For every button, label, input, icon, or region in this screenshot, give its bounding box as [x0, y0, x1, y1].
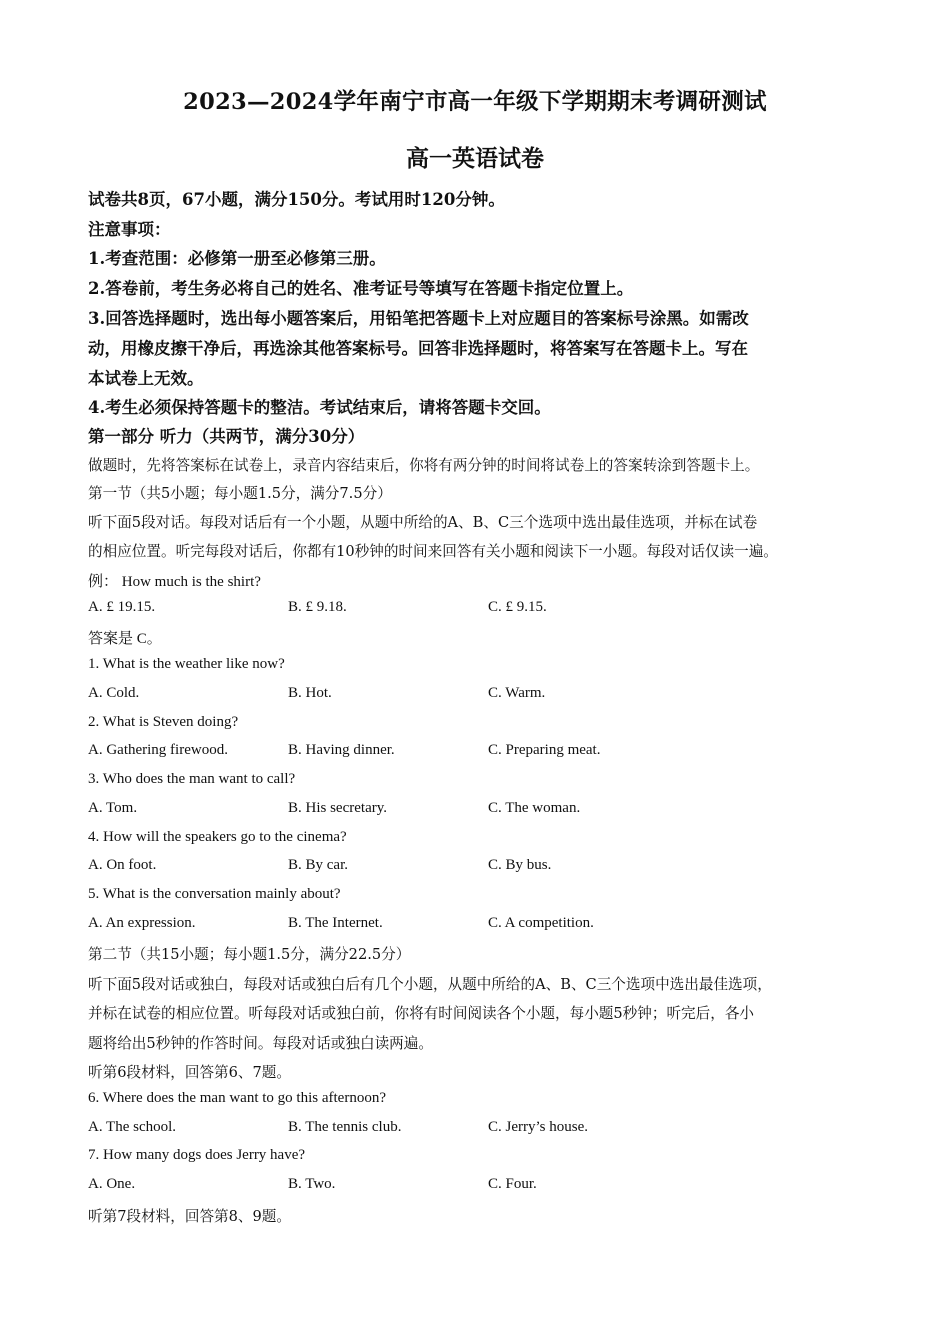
- question-7: 7. How many dogs does Jerry have?: [88, 1147, 306, 1163]
- q5-option-a: A. An expression.: [88, 915, 196, 931]
- section1-heading: 第一节（共5小题；每小题1.5分，满分7.5分）: [88, 485, 392, 502]
- note-item-4: 4.考生必须保持答题卡的整洁。考试结束后，请将答题卡交回。: [88, 398, 551, 417]
- example-option-b: B. £ 9.18.: [288, 599, 347, 615]
- notes-heading: 注意事项：: [88, 220, 171, 239]
- q7-option-a: A. One.: [88, 1176, 136, 1192]
- section2-instructions-line3: 题将给出5秒钟的作答时间。每段对话或独白读两遍。: [88, 1035, 433, 1052]
- q6-option-b: B. The tennis club.: [288, 1119, 402, 1135]
- q2-option-c: C. Preparing meat.: [488, 742, 601, 758]
- q1-option-b: B. Hot.: [288, 685, 332, 701]
- q4-option-a: A. On foot.: [88, 857, 157, 873]
- section1-instructions-line1: 听下面5段对话。每段对话后有一个小题，从题中所给的A、B、C三个选项中选出最佳选项，并标在试卷: [88, 514, 758, 531]
- q2-option-b: B. Having dinner.: [288, 742, 395, 758]
- material-7-note: 听第7段材料，回答第8、9题。: [88, 1208, 291, 1225]
- question-1: 1. What is the weather like now?: [88, 656, 285, 672]
- section1-instructions-line2: 的相应位置。听完每段对话后，你都有10秒钟的时间来回答有关小题和阅读下一小题。每段对话仅读一遍。: [88, 543, 778, 560]
- q1-option-c: C. Warm.: [488, 685, 546, 701]
- example-option-a: A. £ 19.15.: [88, 599, 156, 615]
- note-item-2: 2.答卷前，考生务必将自己的姓名、准考证号等填写在答题卡指定位置上。: [88, 279, 634, 298]
- material-6-note: 听第6段材料，回答第6、7题。: [88, 1064, 291, 1081]
- section2-heading: 第二节（共15小题；每小题1.5分，满分22.5分）: [88, 946, 411, 963]
- note-item-3-line3: 本试卷上无效。: [88, 369, 204, 388]
- note-item-3-line2: 动，用橡皮擦干净后，再选涂其他答案标号。回答非选择题时，将答案写在答题卡上。写在: [88, 339, 748, 358]
- q1-option-a: A. Cold.: [88, 685, 140, 701]
- q6-option-c: C. Jerry’s house.: [488, 1119, 588, 1135]
- exam-summary: 试卷共8页，67小题，满分150分。考试用时120分钟。: [88, 190, 505, 209]
- example-answer: 答案是 C。: [88, 631, 162, 647]
- q3-option-b: B. His secretary.: [288, 800, 387, 816]
- question-4: 4. How will the speakers go to the cinema?: [88, 829, 347, 845]
- q5-option-b: B. The Internet.: [288, 915, 383, 931]
- example-option-c: C. £ 9.15.: [488, 599, 547, 615]
- q5-option-c: C. A competition.: [488, 915, 594, 931]
- section2-instructions-line1: 听下面5段对话或独白，每段对话或独白后有几个小题，从题中所给的A、B、C三个选项中选出最佳选项，: [88, 976, 772, 993]
- note-item-3-line1: 3.回答选择题时，选出每小题答案后，用铅笔把答题卡上对应题目的答案标号涂黑。如需改: [88, 309, 749, 328]
- part1-intro: 做题时，先将答案标在试卷上，录音内容结束后，你将有两分钟的时间将试卷上的答案转涂到答题卡上。: [88, 457, 760, 474]
- q3-option-a: A. Tom.: [88, 800, 138, 816]
- question-2: 2. What is Steven doing?: [88, 714, 239, 730]
- question-5: 5. What is the conversation mainly about?: [88, 886, 341, 902]
- section2-instructions-line2: 并标在试卷的相应位置。听每段对话或独白前，你将有时间阅读各个小题，每小题5秒钟；听完后，各小: [88, 1005, 755, 1022]
- question-3: 3. Who does the man want to call?: [88, 771, 296, 787]
- exam-title: 2023—2024学年南宁市高一年级下学期期末考调研测试: [183, 89, 767, 115]
- note-item-1: 1.考查范围：必修第一册至必修第三册。: [88, 249, 386, 268]
- exam-subtitle: 高一英语试卷: [406, 145, 544, 172]
- example-question: 例： How much is the shirt?: [88, 574, 261, 590]
- question-6: 6. Where does the man want to go this afternoon?: [88, 1090, 386, 1106]
- part1-heading: 第一部分 听力（共两节，满分30分）: [88, 427, 365, 446]
- q3-option-c: C. The woman.: [488, 800, 581, 816]
- q7-option-b: B. Two.: [288, 1176, 336, 1192]
- q4-option-b: B. By car.: [288, 857, 348, 873]
- q7-option-c: C. Four.: [488, 1176, 537, 1192]
- q6-option-a: A. The school.: [88, 1119, 177, 1135]
- q4-option-c: C. By bus.: [488, 857, 552, 873]
- q2-option-a: A. Gathering firewood.: [88, 742, 228, 758]
